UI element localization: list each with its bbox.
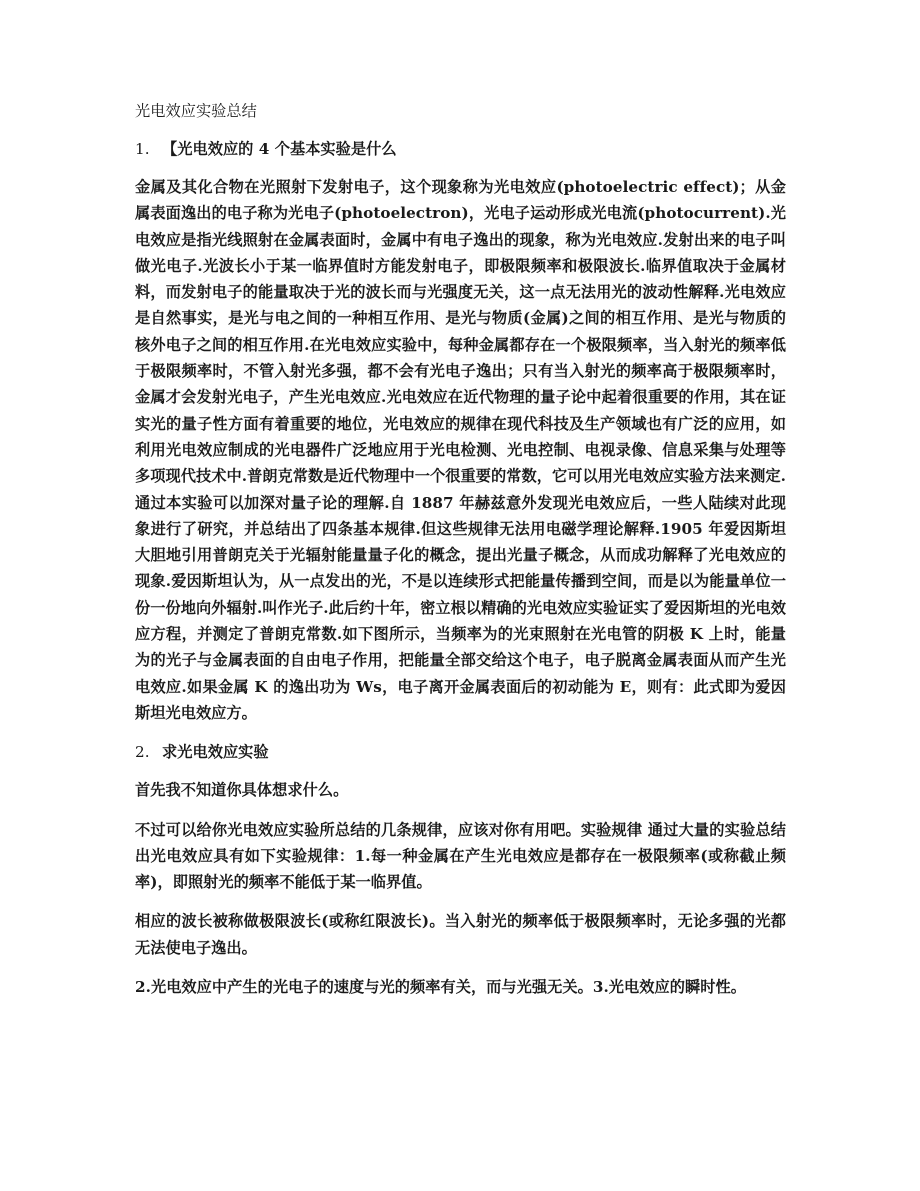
section-heading [135,136,786,162]
section-heading-text: 【光电效应的 4 个基本实验是什么 [162,140,397,158]
paragraph: 首先我不知道你具体想求什么。 [135,781,349,800]
paragraph: 相应的波长被称做极限波长(或称红限波长)。当入射光的频率低于极限频率时，无论多强的光都无法使电子逸出。 [135,912,786,957]
section-heading-text: 求光电效应实验 [162,743,269,762]
paragraph: 金属及其化合物在光照射下发射电子，这个现象称为光电效应(photoelectric effect)；从金属表面逸出的电子称为光电子(photoelectron)，光电子运动形成光电流(photocurrent).光电效应是指光线照射在金属表面时，金属中有电子逸出的现象，称为光电效应.发射出来的电子叫做光电子.光波长小于某一临界值时方能发射电子，即极限频率和极限波长.临界值取决于金属材料，而发射电子的能量取决于光的波长而与光强度无关，这一点无法用光的波动性解释.光电效应是自然事实，是光与电之间的一种相互作用、是光与物质(金属)之间的相互作用、是光与物质的核外电子之间的相互作用.在光电效应实验中，每种金属都存在一个极限频率，当入射光的频率低于极限频率时，不管入射光多强，都不会有光电子逸出；只有当入射光的频率高于极限频率时，金属才会发射光电子，产生光电效应.光电效应在近代物理的量子论中起着很重要的作用，其在证实光的量子性方面有着重要的地位，光电效应的规律在现代科技及生产领域也有广泛的应用，如利用光电效应制成的光电器件广泛地应用于光电检测、光电控制、电视录像、信息采集与处理等多项现代技术中.普朗克常数是近代物理中一个很重要的常数，它可以用光电效应实验方法来测定.通过本实验可以加深对量子论的理解.自 1887 年赫兹意外发现光电效应后，一些人陆续对此现象进行了研究，并总结出了四条基本规律.但这些规律无法用电磁学理论解释.1905 年爱因斯坦大胆地引用普朗克关于光辐射能量量子化的概念，提出光量子概念，从而成功解释了光电效应的现象.爱因斯坦认为，从一点发出的光，不是以连续形式把能量传播到空间，而是以为能量单位一份一份地向外辐射.叫作光子.此后约十年，密立根以精确的光电效应实验证实了爱因斯坦的光电效应方程，并测定了普朗克常数.如下图所示，当频率为的光束照射在光电管的阴极 K 上时，能量为的光子与金属表面的自由电子作用，把能量全部交给这个电子，电子脱离金属表面从而产生光电效应.如果金属 K 的逸出功为 Ws，电子离开金属表面后的初动能为 E，则有：此式即为爱因斯坦光电效应方。 [135,178,786,722]
section-number: 1. [135,140,150,158]
document-title: 光电效应实验总结 [135,102,257,120]
paragraph: 不过可以给你光电效应实验所总结的几条规律，应该对你有用吧。实验规律 通过大量的实验总结出光电效应具有如下实验规律：1.每一种金属在产生光电效应是都存在一极限频率(或称截止频率)，即照射光的频率不能低于某一临界值。 [135,820,786,892]
paragraph: 2.光电效应中产生的光电子的速度与光的频率有关，而与光强无关。3.光电效应的瞬时性。 [135,978,746,997]
section-number: 2. [135,743,150,762]
document-page [135,98,786,1013]
section-heading [135,739,786,765]
